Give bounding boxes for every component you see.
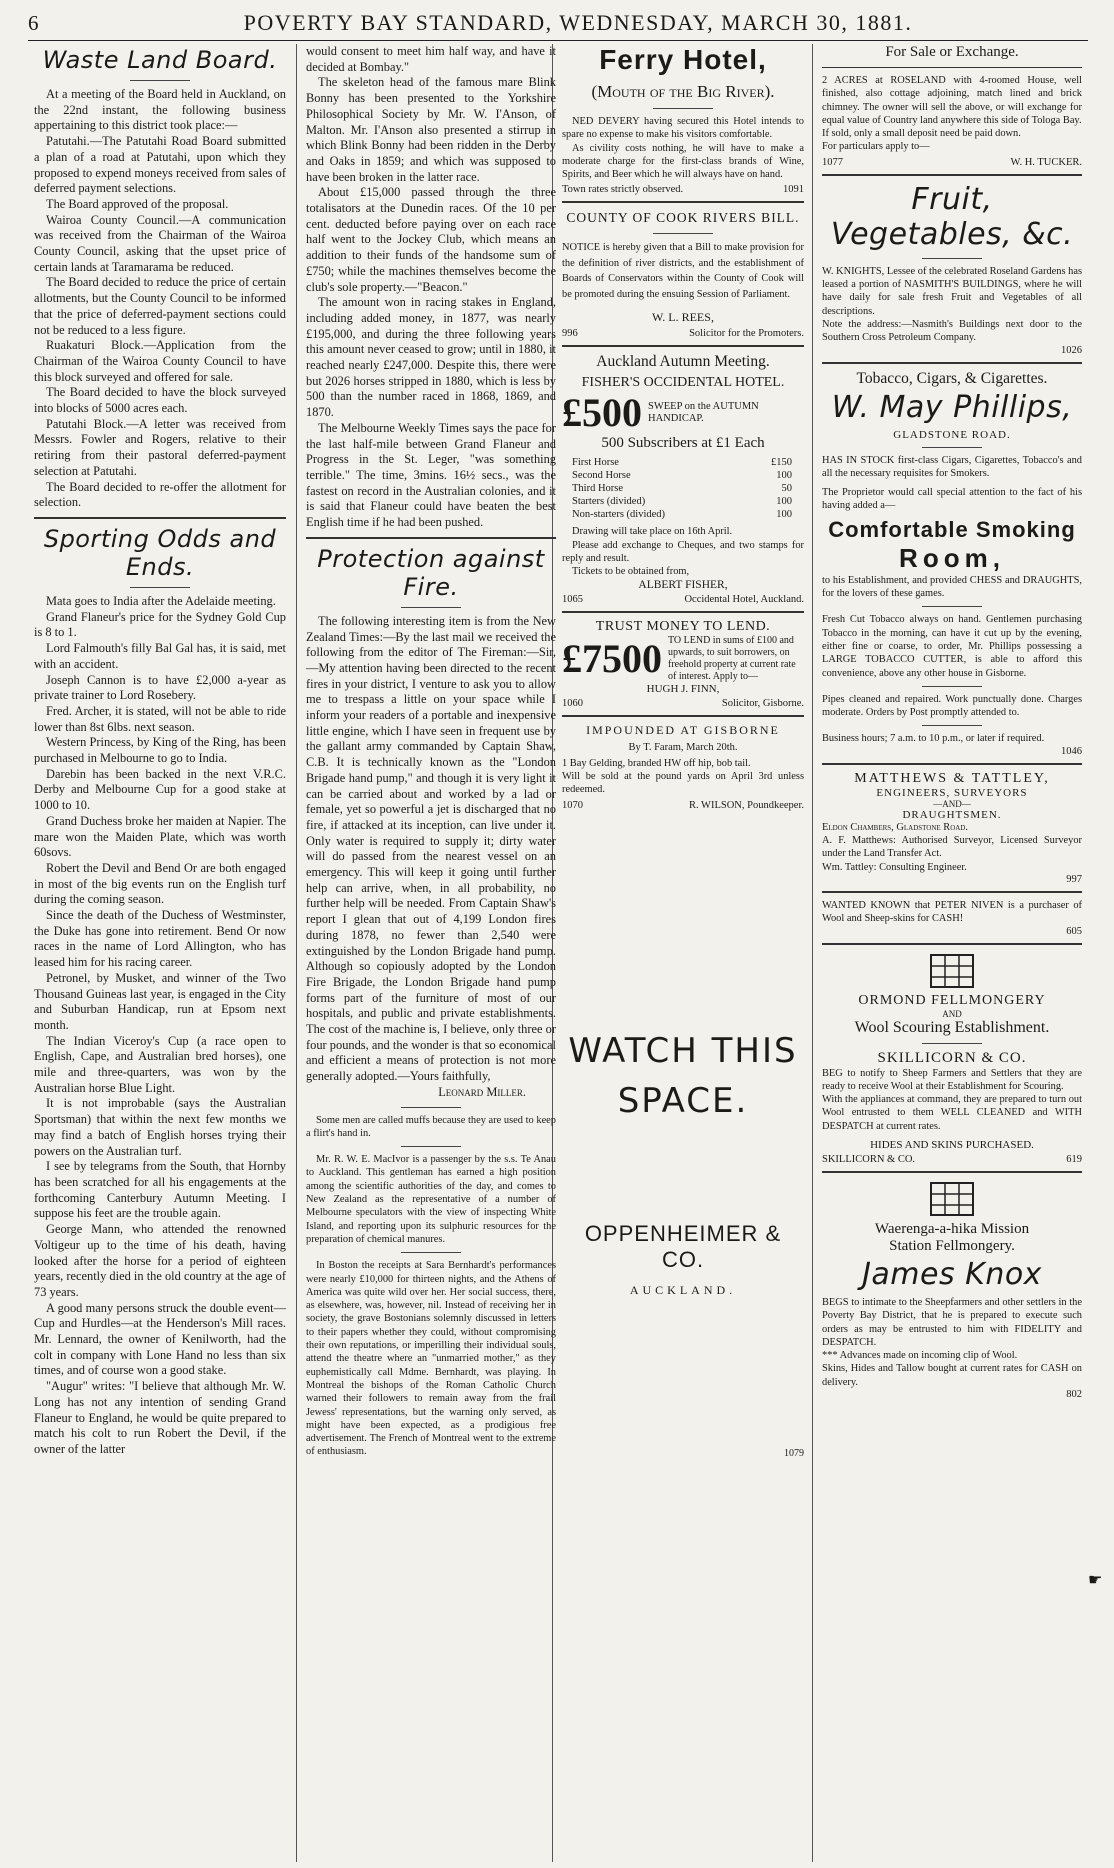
article-paragraph: Since the death of the Duchess of Westminster, the Duke has gone into retirement. Bend Or now races in the name of Lord Allington, who has leased him for his racing career. [34,908,286,970]
trust-money-title: TRUST MONEY TO LEND. [595,618,771,634]
waerenga-title: Waerenga-a-hika Mission [874,1220,1030,1237]
waste-land-heading: Waste Land Board. [42,46,278,74]
section-divider [562,715,804,717]
ormond-and: AND [942,1008,962,1019]
prize-table [562,456,804,521]
ad-paragraph: Tickets to be obtained from, [572,566,690,578]
ferry-hotel-body [562,115,804,181]
article-paragraph: Fred. Archer, it is stated, will not be able to ride lower than 8st 6lbs. next season. [34,703,286,734]
watch-this-space-line2: SPACE. [617,1080,749,1121]
racing-continued [306,44,556,531]
ad-footer [822,1154,1082,1165]
ad-paragraph: NED DEVERY having secured this Hotel intends to spare no expense to make his visitors comfortable. [562,116,804,141]
column-4 [816,44,1088,1862]
divider [922,606,982,607]
ad-note: Occidental Hotel, Auckland. [684,593,804,605]
article-paragraph: The skeleton head of the famous mare Blink Bonny has been presented to the Yorkshire Philosophical Society by Mr. W. I'Anson, of Malton. Mr. I'Anson also presented a stirrup in which Blink Bonny had been ridden in the Derby and Oaks in 1859; and which was supposed to have been broken in the latter race. [306,75,556,184]
news-paragraph: In Boston the receipts at Sara Bernhardt's performances were nearly £10,000 for thirteen nights, and the Athens of America was quite wild over her. Her social success, there, as elsewhere, was, however, nil. Instead of receiving her in society, the grave Bostonians solemnly discussed in letters to their papers whether they could, without compromising their own reputations, or imperilling their individual souls, attend the theatre where an "unmarried mother," as they euphemistically call Mdme. Bernhardt, was playing. In Montreal the bishops of the Roman Catholic Church warned their followers to remain away from the frail Jewess' representations, but the warning only served, as might have been expected, as a prodigious free advertisement. The French of Montreal went to the extreme of enthusiasm. [306,1260,556,1458]
article-paragraph: Western Princess, by King of the Ring, has been purchased in Melbourne to go to India. [34,735,286,766]
prize-row: Starters (divided) 100 [572,496,792,508]
james-knox-skins: Skins, Hides and Tallow bought at current rates for CASH on delivery. [822,1363,1082,1388]
trust-amount: £7500 [562,635,662,681]
wool-bale-icon [822,953,1082,989]
ad-note: SKILLICORN & CO. [822,1153,916,1165]
ad-footer [822,157,1082,168]
smoking-room-body: to his Establishment, and provided CHESS and DRAUGHTS, for the lovers of these games. [822,574,1082,600]
matthews-tattley-p1: A. F. Matthews: Authorised Surveyor, Licensed Surveyor under the Land Transfer Act. [822,835,1082,860]
section-divider [562,345,804,347]
divider [401,607,461,608]
matthews-tattley-sub1: ENGINEERS, SURVEYORS [876,786,1028,799]
subscribers-line: 500 Subscribers at £1 Each [601,435,765,452]
fruit-heading: Fruit, Vegetables, &c. [830,181,1074,252]
pointing-hand-icon: ☛ [1088,1572,1103,1589]
column-rule [812,44,813,1862]
article-paragraph: Robert the Devil and Bend Or are both engaged in most of the big events run on the English turf during the coming season. [34,860,286,907]
for-sale-body: 2 ACRES at ROSELAND with 4-roomed House, well finished, also cottage adjoining, match lined and brick chimney. The owner will sell the above, or will exchange for equal value of Country land anywhere this side of Tologa Bay. [822,75,1082,126]
ad-footer [562,594,804,605]
ad-footer [562,184,804,195]
article-paragraph: Ruakaturi Block.—Application from the Chairman of the Wairoa County Council to have this block surveyed and offered for sale. [34,338,286,384]
divider [653,233,713,234]
article-paragraph: George Mann, who attended the renowned Voltigeur up to the time of his death, having looked after the horse for a period of eighteen years, recently died in the old country at the age of 73 years. [34,1222,286,1299]
article-paragraph: The following interesting item is from the New Zealand Times:—By the last mail we received the following from the editor of The Fireman:—Sir,—My attention having been directed to the recent fires in your district, I venture to ask you to allow me to trespass a little on your space while I inform your readers of a portable and inexpensive little engine, which I have seen in frequent use by the gallant army commanded by Captain Shaw, C.B. It is technically known as the "London Brigade hand pump," and though it is very light it can be carried about and worked by a lad or female, yet so powerful a jet is discharged that no fire, if attacked at its inception, can live under it. Only water is required to supply it; dirty water will do passed from the nearest vessel on an emergency. This will keep it going until further help can arrive, when, in all probability, no further help will be needed. From Captain Shaw's report I glean that out of 4,199 London fires during 1878, no fewer than 2,540 were extinguished by the London Brigade hand pump. Although so copiously adopted by the London Fire Brigade, the London Brigade hand pump forms part of the furniture of most of our hospitals, and public and private establishments. The cost of the machine is, I believe, only three or four pounds, and the wonder is that so economical and efficient a means of protection is not more generally adopted.—Yours faithfully, [306,613,556,1084]
divider [401,1252,461,1253]
column-3 [556,44,810,1862]
skillicorn-body2: With the appliances at command, they are prepared to turn out Wool entrusted to them WELL CLEANED and WITH DESPATCH at current rates. [822,1094,1082,1132]
article-paragraph: The Board decided to have the block surveyed into blocks of 5000 acres each. [34,385,286,416]
prize-row: Third Horse 50 [572,483,792,495]
divider [922,1043,982,1044]
article-paragraph: Darebin has been backed in the next V.R.C. Derby and Melbourne Cup for a good stake at 1000 to 10. [34,766,286,813]
ad-footer [562,328,804,339]
sweep-heading [562,391,804,435]
ad-footer [562,800,804,811]
section-divider [822,891,1082,893]
ad-paragraph: Drawing will take place on 16th April. [572,526,733,538]
draw-info [562,525,804,578]
news-items [306,1114,556,1459]
ormond-title: ORMOND FELLMONGERY [858,992,1046,1008]
fruit-body: W. KNIGHTS, Lessee of the celebrated Roseland Gardens has leased a portion of NASMITH'S BUILDINGS, where he will have daily for sale fresh Fruit and Vegetables of all descriptions. [822,265,1082,317]
fresh-tobacco-body: Fresh Cut Tobacco always on hand. Gentlemen purchasing Tobacco in the morning, can have it cut up by the evening, either fine or coarse, to order, Mr. Phillips possessing a LARGE TOBACCO CUTTER, is able to afford this convenience, above any other house in Gisborne. [822,614,1082,679]
ad-paragraph: Please add exchange to Cheques, and two stamps for reply and result. [562,539,804,565]
divider [922,725,982,726]
ad-note: R. WILSON, Poundkeeper. [688,799,804,811]
ad-number: 1046 [1061,745,1082,757]
oppenheimer-title: OPPENHEIMER & CO. [584,1220,782,1272]
divider [653,108,713,109]
matthews-tattley-address: Eldon Chambers, Gladstone Road. [822,821,968,833]
for-sale-heading: For Sale or Exchange. [885,44,1019,60]
business-hours: Business hours; 7 a.m. to 10 p.m., or later if required. [822,733,1045,745]
ad-number: 1077 [822,156,843,168]
column-rule [296,44,297,1862]
fire-article [306,614,556,1101]
may-phillips-note: The Proprietor would call special attention to the fact of his having added a— [822,487,1082,512]
news-paragraph: Mr. R. W. E. MacIvor is a passenger by the s.s. Te Anau to Auckland. This gentleman has earned a high position among the scientific authorities of the day, and comes to New Zealand as the representative of a number of Melbourne speculators with the view of inspecting White Island, and reporting upon its sulphuric resources for the preparation of chemical manures. [306,1154,556,1245]
article-paragraph: The Indian Viceroy's Cup (a race open to English, Cape, and Australian bred horses), one mile and three-quarters, was won by the Australian horse Blue Light. [34,1033,286,1095]
article-paragraph: At a meeting of the Board held in Auckland, on the 22nd instant, the following business appertaining to this district took place:— [34,87,286,133]
masthead [28,6,1088,41]
sweep-text: SWEEP on the AUTUMN HANDICAP. [648,401,759,425]
watch-this-space-line1: WATCH THIS [568,1030,798,1071]
ad-paragraph: As civility costs nothing, he will have to make a moderate charge for the first-class brands of Wine, Spirits, and Beer which he will always have on hand. [562,142,804,181]
prize-row: Non-starters (divided) 100 [572,509,792,521]
spacer [562,811,804,1026]
ad-number: 1091 [783,184,804,196]
smoking-room-title: Comfortable Smoking [828,516,1076,542]
wool-bale-icon [822,1181,1082,1217]
article-paragraph: A good many persons struck the double event—Cup and Hurdles—at the Henderson's Mill races. Mr. Lennard, the owner of Kenilworth, had the colt in company with Lone Hand no less than six times, and of course won a good stake. [34,1300,286,1378]
article-paragraph: Grand Duchess broke her maiden at Napier. The mare won the Maiden Plate, which was worth 60sovs. [34,813,286,860]
wanted-known-body: WANTED KNOWN that PETER NIVEN is a purchaser of Wool and Sheep-skins for CASH! [822,899,1082,925]
ad-footer [562,698,804,709]
ad-number: 619 [1066,1153,1082,1165]
divider [401,1107,461,1108]
prize-row: First Horse £150 [572,457,792,469]
ad-number: 802 [1066,1389,1082,1401]
article-paragraph: The Board decided to reduce the price of certain allotments, but the County Council to be informed that the price of deferred-payment sections could not be reduced to a less figure. [34,275,286,337]
page-number: 6 [28,10,39,35]
ormond-subtitle: Wool Scouring Establishment. [854,1018,1050,1036]
fire-heading: Protection against Fire. [317,544,545,601]
ad-note: Town rates strictly observed. [562,184,684,196]
ad-number: 1070 [562,799,583,811]
article-paragraph: I see by telegrams from the South, that Hornby has been scratched for all his engagements at the forthcoming Canterbury Autumn Meeting. I suppose his feet are the trouble again. [34,1159,286,1221]
impounded-body: 1 Bay Gelding, branded HW off hip, bob tail. [562,757,751,769]
spacer [562,1126,804,1221]
article-paragraph: Patutahi Block.—A letter was received from Messrs. Fowler and Rogers, relative to their retiring from their pastoral deferred-payment selection at Patutahi. [34,416,286,478]
newspaper-title: POVERTY BAY STANDARD, WEDNESDAY, MARCH 30, 1881. [243,10,913,35]
article-paragraph: Grand Flaneur's price for the Sydney Gold Cup is 8 to 1. [34,609,286,640]
skillicorn-body: BEG to notify to Sheep Farmers and Settlers that they are ready to receive Wool at their Establishment for Scouring. [822,1067,1082,1092]
section-divider [822,1171,1082,1173]
article-paragraph: About £15,000 passed through the three totalisators at the Dunedin races. Of the 10 per cent. deducted before paying over on each race half went to the Jockey Club, which means an addition to their funds of the handsome sum of £750; while the machines themselves become the club's sole property.—"Beacon." [306,185,556,294]
section-divider [562,201,804,203]
impounded-sale: Will be sold at the pound yards on April 3rd unless redeemed. [562,770,804,796]
article-paragraph: Lord Falmouth's filly Bal Gal has, it is said, met with an accident. [34,641,286,671]
oppenheimer-location: AUCKLAND. [629,1282,737,1297]
ad-note: Solicitor for the Promoters. [689,328,804,340]
article-paragraph: The Board approved of the proposal. [46,196,229,211]
impounded-title: IMPOUNDED AT GISBORNE [586,722,780,737]
section-divider [562,611,804,613]
may-phillips-body: HAS IN STOCK first-class Cigars, Cigarettes, Tobacco's and all the necessary requisites for Smokers. [822,454,1082,479]
fisher-signature: ALBERT FISHER, [638,578,728,591]
ad-number: 605 [1066,925,1082,937]
smoking-room-word: Room, [899,542,1005,573]
cook-rivers-title: COUNTY OF COOK RIVERS BILL. [566,210,800,226]
section-divider [306,537,556,539]
column-2 [300,44,562,1862]
article-paragraph: Mata goes to India after the Adelaide meeting. [46,593,276,608]
skillicorn-title: SKILLICORN & CO. [877,1049,1027,1066]
james-knox-heading: James Knox [862,1256,1042,1292]
divider [922,686,982,687]
ad-note: W. H. TUCKER. [1010,156,1082,168]
sporting-heading: Sporting Odds and Ends. [43,524,277,581]
article-paragraph: The Melbourne Weekly Times says the pace for the last half-mile between Grand Flaneur and Progress in the St. Leger, "was something terrible." The time, 3mins. 16½ secs., was the fastest on record in the Australian colonies, and it is said that Flaneur could have beaten the best English time if he had been pushed. [306,420,556,530]
section-divider [822,763,1082,765]
article-paragraph: Patutahi.—The Patutahi Road Board submitted a plan of a road at Patutahi, upon which they proposed to expend moneys received from sales of deferred payment selections. [34,134,286,196]
may-phillips-heading: W. May Phillips, [831,389,1073,425]
cook-rivers-signature: W. L. REES, [652,310,714,325]
article-paragraph: Joseph Cannon is to have £2,000 a-year as private trainer to Lord Rosebery. [34,672,286,703]
ad-number: 1060 [562,697,583,709]
ferry-hotel-subtitle: (Mouth of the Big River). [591,82,775,101]
fire-signature: Leonard Miller. [438,1084,526,1099]
ad-number: 996 [562,328,578,340]
trust-signature: HUGH J. FINN, [646,682,720,695]
tobacco-heading: Tobacco, Cigars, & Cigarettes. [856,369,1048,387]
column-1 [28,44,292,1862]
matthews-tattley-and: —AND— [933,798,971,809]
divider [822,67,1082,68]
waerenga-subtitle: Station Fellmongery. [889,1237,1015,1254]
section-divider [822,943,1082,945]
divider [922,258,982,259]
divider [130,587,190,588]
matthews-tattley-p2: Wm. Tattley: Consulting Engineer. [822,861,967,873]
pipes-body: Pipes cleaned and repaired. Work punctually done. Charges moderate. Orders by Post promptly attended to. [822,693,1082,719]
ad-note: Solicitor, Gisborne. [721,697,804,709]
matthews-tattley-title: MATTHEWS & TATTLEY, [854,770,1050,786]
article-paragraph: would consent to meet him half way, and have it decided at Bombay." [306,44,556,74]
article-paragraph: The amount won in racing stakes in England, including added money, in 1877, was nearly £195,000, and during the three following years this amount never ceased to grow; until in 1880, it reached nearly £247,000. Despite this, there were but 2026 horses stripped in 1880, which is less by 500 than the number raced in 1868, 1869, and 1870. [306,295,556,420]
ferry-hotel-title: Ferry Hotel, [599,44,767,75]
skillicorn-hides: HIDES AND SKINS PURCHASED. [870,1138,1034,1151]
section-divider [822,174,1082,176]
james-knox-body: BEGS to intimate to the Sheepfarmers and other settlers in the Poverty Bay District, that he is prepared to execute such orders as may be entrusted to him with FIDELITY and DESPATCH. [822,1296,1082,1348]
ad-number: 997 [1066,873,1082,885]
section-divider [34,517,286,519]
section-divider [822,362,1082,364]
sweep-amount: £500 [562,390,642,436]
article-paragraph: Wairoa County Council.—A communication was received from the Chairman of the Wairoa County Council, asking that the upset price of certain lands at Taramarama be reduced. [34,212,286,274]
waste-land-article [34,87,286,511]
article-paragraph: "Augur" writes: "I believe that although Mr. W. Long has not any intention of sending Grand Flaneur to England, he would be quite prepared to match his colt to run Robert the Devil, if the owner of the latter [34,1379,286,1456]
divider [130,80,190,81]
spacer [562,1298,804,1448]
trust-heading [562,635,804,683]
prize-row: Second Horse 100 [572,470,792,482]
article-paragraph: It is not improbable (says the Australian Sportsman) that within the next few months we may find a batch of English horses trying their powers on the Australian turf. [34,1096,286,1158]
sporting-article [34,594,286,1458]
ad-number: 1026 [1061,344,1082,356]
article-paragraph: The Board decided to re-offer the allotment for selection. [34,479,286,510]
may-phillips-road: GLADSTONE ROAD. [893,428,1011,441]
ad-number: 1079 [784,1447,804,1459]
cook-rivers-body: NOTICE is hereby given that a Bill to make provision for the definition of river districts, and the establishment of Boards of Conservators within the County of Cook will be promoted during the ensuing Session of Parliament. [562,242,804,300]
james-knox-advances: *** Advances made on incoming clip of Wool. [822,1350,1018,1362]
for-sale-apply: For particulars apply to— [822,141,930,153]
trust-text: TO LEND in sums of £100 and upwards, to suit borrowers, on freehold property at current rate of interest. Apply to— [668,634,796,682]
fisher-hotel-title: FISHER'S OCCIDENTAL HOTEL. [581,375,785,391]
ad-number: 1065 [562,593,583,605]
divider [401,1146,461,1147]
article-paragraph: Petronel, by Musket, and winner of the Two Thousand Guineas last year, is engaged in the City and Suburban Handicap, run at Epsom next month. [34,970,286,1032]
divider [922,447,982,448]
news-paragraph: Some men are called muffs because they are used to keep a flirt's hand in. [306,1114,556,1139]
fruit-note: Note the address:—Nasmith's Buildings next door to the Southern Cross Petroleum Company. [822,318,1082,344]
impounded-by: By T. Faram, March 20th. [628,741,738,753]
for-sale-note: If sold, only a small deposit need be paid down. [822,128,1021,140]
matthews-tattley-sub2: DRAUGHTSMEN. [902,808,1002,821]
autumn-meeting-title: Auckland Autumn Meeting. [596,353,770,371]
